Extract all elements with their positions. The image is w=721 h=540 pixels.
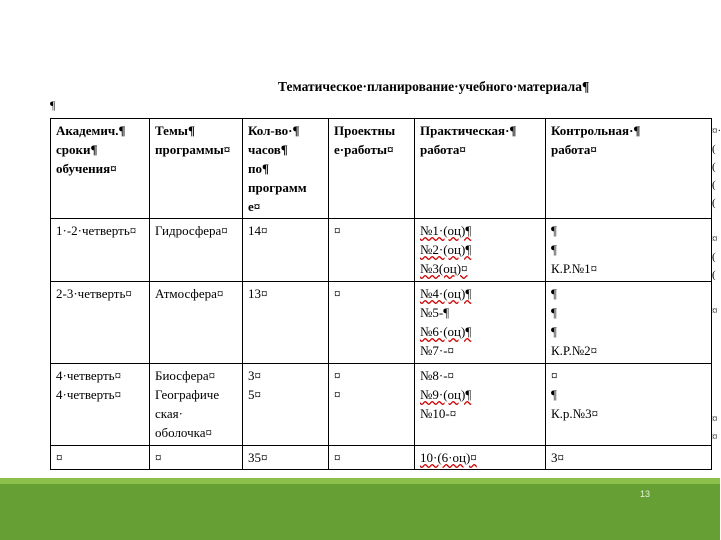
cell-projects — [329, 446, 415, 470]
cell-text-line: ¤ — [56, 450, 63, 465]
document-title: Тематическое·планирование·учебного·материала¶ — [278, 79, 590, 94]
cell-text-line: ¤ — [334, 286, 341, 301]
cell-text-line: ¶ — [551, 242, 557, 257]
cell-text-line — [712, 356, 721, 374]
cell-text-line: ( — [712, 143, 716, 155]
cell-text-line: ¤ — [712, 431, 718, 443]
cell-text-line: Биосфера¤ — [155, 368, 216, 383]
cell-text-line: №9·(оц)¶ — [420, 387, 472, 402]
cell-text-line: ¤ — [334, 223, 341, 238]
cell-text-line: ¤ — [712, 305, 718, 317]
cell-text-line: 13¤ — [248, 286, 268, 301]
table-row — [51, 282, 712, 364]
cell-text-line: №8·-¤ — [420, 368, 455, 383]
cell-projects — [329, 364, 415, 446]
slide-number: 13 — [640, 489, 651, 499]
cell-text-line: №10-¤ — [420, 406, 457, 421]
cell-topic — [150, 364, 243, 446]
cell-text-line: 2-3·четверть¤ — [56, 286, 132, 301]
cell-text-line — [712, 284, 721, 302]
cell-period — [51, 282, 150, 364]
cell-topic — [150, 446, 243, 470]
cell-hours — [243, 364, 329, 446]
cell-text-line — [712, 320, 721, 338]
cell-text-line — [712, 446, 721, 464]
cell-period — [51, 219, 150, 282]
cell-text-line: ¤ — [551, 368, 558, 383]
cell-topic — [150, 219, 243, 282]
cell-text-line: 4·четверть¤ — [56, 387, 122, 402]
cell-text-line: ¤· — [712, 125, 721, 137]
cell-text-line: ¶ — [551, 324, 557, 339]
cell-text-line: программ — [248, 180, 307, 195]
cell-control — [546, 446, 712, 470]
cell-text-line — [712, 338, 721, 356]
cell-text-line: ¤ — [334, 450, 341, 465]
cell-control — [546, 282, 712, 364]
cell-practical — [415, 364, 546, 446]
cell-period — [51, 364, 150, 446]
cell-text-line: ( — [712, 251, 716, 263]
cell-text-line: 10·(6·оц)¤ — [420, 450, 477, 465]
cell-text-line: ¤ — [712, 233, 718, 245]
cell-text-line: 5¤ — [248, 387, 261, 402]
cell-projects — [329, 219, 415, 282]
cell-text-line: К.р.№3¤ — [551, 406, 599, 421]
cell-text-line: ( — [712, 179, 716, 191]
cell-text-line: Контрольная·¶ — [551, 123, 641, 138]
cell-text-line: работа¤ — [420, 142, 466, 157]
cell-control — [546, 219, 712, 282]
table-header-row — [51, 119, 712, 219]
cell-text-line: ¤ — [334, 368, 341, 383]
cell-practical — [415, 282, 546, 364]
table-row-total — [51, 446, 712, 470]
cell-text-line: Академич.¶ — [56, 123, 126, 138]
cell-period — [51, 446, 150, 470]
cell-hours — [243, 446, 329, 470]
cell-text-line: Атмосфера¤ — [155, 286, 224, 301]
cell-text-line: №2·(оц)¶ — [420, 242, 472, 257]
thematic-plan-table — [50, 118, 712, 470]
cell-text-line: №6·(оц)¶ — [420, 324, 472, 339]
cell-text-line: ¶ — [551, 387, 557, 402]
cell-hours — [243, 219, 329, 282]
cell-text-line: е·работы¤ — [334, 142, 394, 157]
cell-text-line: ( — [712, 161, 716, 173]
cell-text-line: часов¶ — [248, 142, 288, 157]
cell-hours — [243, 282, 329, 364]
header-cell-period — [51, 119, 150, 219]
header-cell-hours — [243, 119, 329, 219]
cell-practical — [415, 446, 546, 470]
cell-text-line: 14¤ — [248, 223, 268, 238]
cell-text-line: е¤ — [248, 199, 261, 214]
cell-text-line: №4·(оц)¶ — [420, 286, 472, 301]
cell-text-line: программы¤ — [155, 142, 231, 157]
cell-text-line: ¶ — [551, 223, 557, 238]
cell-text-line: №3(оц)¤ — [420, 261, 468, 276]
cell-text-line: №7·-¤ — [420, 343, 455, 358]
cell-text-line: №5-¶ — [420, 305, 450, 320]
cell-control — [546, 364, 712, 446]
cell-text-line: Темы¶ — [155, 123, 195, 138]
cell-text-line: Кол-во·¶ — [248, 123, 300, 138]
table-row — [51, 364, 712, 446]
cell-text-line: Географиче — [155, 387, 220, 402]
cell-text-line: ¤ — [155, 450, 162, 465]
cell-text-line: ( — [712, 197, 716, 209]
cell-text-line: ¶ — [551, 286, 557, 301]
cell-text-line: обучения¤ — [56, 161, 117, 176]
cell-text-line: ( — [712, 269, 716, 281]
cell-text-line: ¤ — [712, 413, 718, 425]
cell-text-line: Гидросфера¤ — [155, 223, 228, 238]
footer-highlight-strip — [0, 478, 720, 484]
cell-text-line: 35¤ — [248, 450, 268, 465]
cell-text-line: К.Р.№1¤ — [551, 261, 598, 276]
cell-text-line: 1·-2·четверть¤ — [56, 223, 137, 238]
paragraph-mark: ¶ — [50, 98, 56, 112]
cell-text-line: работа¤ — [551, 142, 597, 157]
cell-text-line: ¶ — [551, 305, 557, 320]
header-cell-topic — [150, 119, 243, 219]
cell-projects — [329, 282, 415, 364]
cropped-column-marks — [712, 122, 721, 500]
cell-text-line — [712, 212, 721, 230]
header-cell-control — [546, 119, 712, 219]
cell-text-line: К.Р.№2¤ — [551, 343, 598, 358]
cell-text-line: сроки¶ — [56, 142, 98, 157]
cell-text-line — [712, 392, 721, 410]
cell-topic — [150, 282, 243, 364]
cell-text-line: по¶ — [248, 161, 270, 176]
cell-text-line: Практическая·¶ — [420, 123, 517, 138]
header-cell-practical — [415, 119, 546, 219]
header-cell-projects — [329, 119, 415, 219]
footer-bar — [0, 478, 720, 540]
cell-practical — [415, 219, 546, 282]
cell-text-line — [712, 374, 721, 392]
cell-text-line: 4·четверть¤ — [56, 368, 122, 383]
table-row — [51, 219, 712, 282]
cell-text-line: Проектны — [334, 123, 396, 138]
cell-text-line: №1·(оц)¶ — [420, 223, 472, 238]
cell-text-line: 3¤ — [551, 450, 564, 465]
cell-text-line: оболочка¤ — [155, 425, 213, 440]
cell-text-line: ская· — [155, 406, 183, 421]
cell-text-line: 3¤ — [248, 368, 261, 383]
cell-text-line: ¤ — [334, 387, 341, 402]
